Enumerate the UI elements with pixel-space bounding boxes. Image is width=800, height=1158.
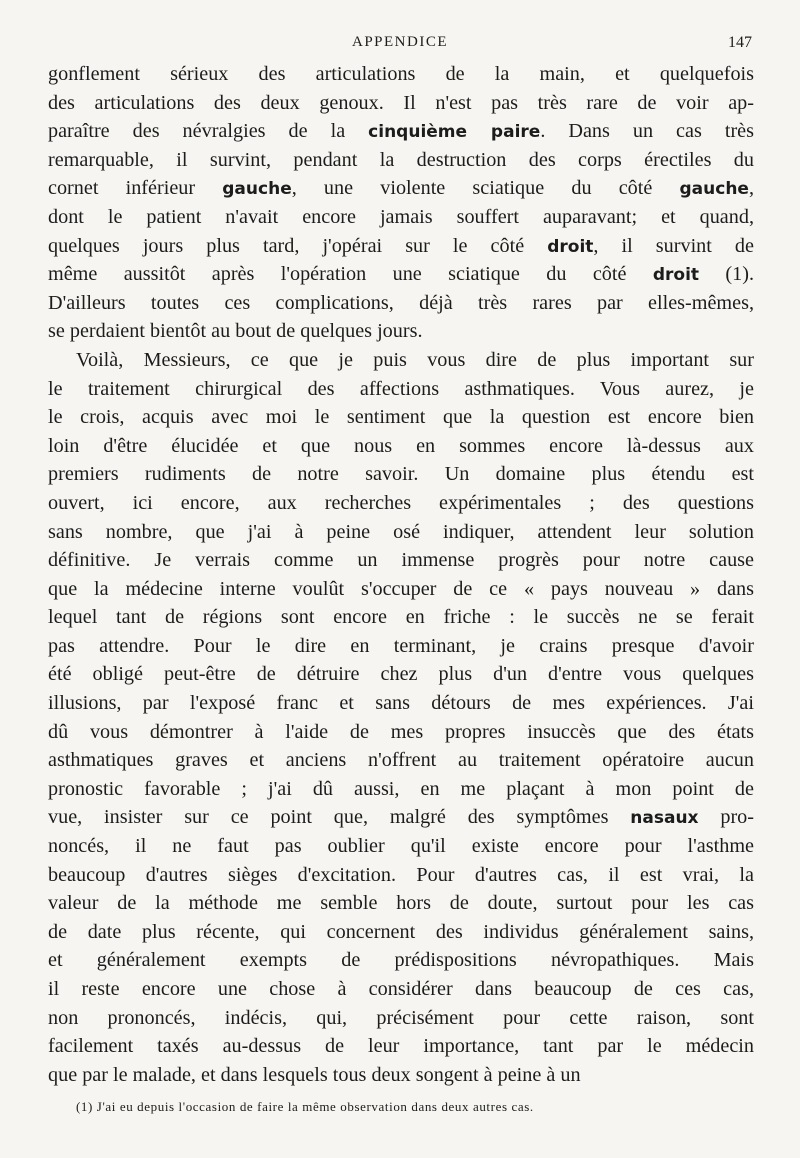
text-line — [48, 260, 754, 289]
text-line — [48, 832, 754, 861]
text-line — [48, 117, 754, 146]
line-text: de date plus récente, qui concernent des individus généralement sains, — [48, 920, 754, 943]
text-line — [48, 689, 754, 718]
line-text: pronostic favorable ; j'ai dû aussi, en me plaçant à mon point de — [48, 777, 754, 800]
text-line — [48, 803, 754, 832]
text-line — [48, 660, 754, 689]
line-text: le crois, acquis avec moi le sentiment que la question est encore bien — [48, 406, 754, 429]
line-text: il reste encore une chose à considérer dans beaucoup de ces cas, — [48, 978, 754, 1000]
line-text: vue, insister sur ce point que, malgré des symptômes — [48, 806, 631, 829]
text-line — [48, 289, 754, 318]
line-text: que par le malade, et dans lesquels tous deux songent à peine à un — [48, 1063, 581, 1086]
line-text: , il survint de — [593, 234, 754, 257]
text-line — [48, 946, 754, 975]
text-line — [48, 889, 754, 918]
text-line — [48, 632, 754, 661]
emphasized-word: nasaux — [630, 808, 699, 829]
line-text: lequel tant de régions sont encore en friche : le succès ne se ferait — [48, 606, 754, 629]
text-line — [48, 775, 754, 804]
emphasized-word: cinquième paire — [368, 122, 541, 143]
text-line — [48, 918, 754, 947]
text-line — [48, 346, 754, 375]
text-line — [48, 975, 754, 1004]
running-title: APPENDICE — [351, 34, 448, 50]
text-line — [48, 375, 754, 404]
text-line — [48, 746, 754, 775]
line-text: cornet inférieur — [48, 177, 223, 200]
line-text: loin d'être élucidée et que nous en sommes encore là-dessus aux — [48, 434, 754, 457]
text-line — [48, 718, 754, 747]
emphasized-word: droit — [547, 236, 594, 257]
text-line — [48, 575, 754, 604]
line-text: , — [748, 177, 754, 200]
line-text: et généralement exempts de prédispositions névropathiques. Mais — [48, 949, 754, 972]
line-text: quelques jours plus tard, j'opérai sur le côté — [48, 234, 548, 257]
line-text: asthmatiques graves et anciens n'offrent au traitement opératoire aucun — [48, 749, 754, 772]
emphasized-word: gauche — [222, 179, 292, 200]
emphasized-word: gauche — [679, 179, 749, 200]
text-line — [48, 1032, 754, 1061]
line-text: été obligé peut-être de détruire chez plus d'un d'entre vous quelques — [48, 663, 754, 686]
line-text: beaucoup d'autres sièges d'excitation. Pour d'autres cas, il est vrai, la — [48, 863, 754, 886]
text-line — [48, 203, 754, 232]
page-number: 147 — [728, 34, 752, 51]
line-text: . Dans un cas très — [540, 120, 754, 143]
line-text: premiers rudiments de notre savoir. Un domaine plus étendu est — [48, 463, 754, 486]
line-text: définitive. Je verrais comme un immense progrès pour notre cause — [48, 549, 754, 572]
line-text: remarquable, il survint, pendant la destruction des corps érectiles du — [48, 148, 754, 171]
line-text: pro- — [698, 806, 754, 829]
line-text: valeur de la méthode me semble hors de doute, surtout pour les cas — [48, 892, 754, 915]
text-line — [48, 60, 754, 89]
line-text: D'ailleurs toutes ces complications, déjà très rares par elles-mêmes, — [48, 291, 754, 314]
text-line — [48, 460, 754, 489]
line-text: Voilà, Messieurs, ce que je puis vous dire de plus important sur — [76, 348, 754, 371]
text-line — [48, 861, 754, 890]
line-text: noncés, il ne faut pas oublier qu'il existe encore pour l'asthme — [48, 835, 754, 858]
line-text: dont le patient n'avait encore jamais souffert auparavant; et quand, — [48, 205, 754, 228]
line-text: même aussitôt après l'opération une sciatique du côté — [48, 263, 653, 286]
line-text: gonflement sérieux des articulations de la main, et quelquefois — [48, 63, 754, 85]
line-text: paraître des névralgies de la — [48, 120, 369, 143]
line-text: que la médecine interne voulût s'occuper de ce « pays nouveau » dans — [48, 577, 754, 600]
line-text: , une violente sciatique du côté — [291, 177, 680, 200]
text-line — [48, 432, 754, 461]
text-line — [48, 489, 754, 518]
text-line — [48, 1061, 754, 1090]
line-text: (1). — [699, 263, 754, 286]
line-text: ouvert, ici encore, aux recherches expérimentales ; des questions — [48, 491, 754, 514]
line-text: sans nombre, que j'ai à peine osé indiquer, attendent leur solution — [48, 520, 754, 543]
text-line — [48, 403, 754, 432]
text-line — [48, 1004, 754, 1033]
text-line — [48, 89, 754, 118]
line-text: le traitement chirurgical des affections asthmatiques. Vous aurez, je — [48, 377, 754, 400]
text-line — [48, 546, 754, 575]
footnote: (1) J'ai eu depuis l'occasion de faire la même observation dans deux autres cas. — [76, 1099, 534, 1114]
emphasized-word: droit — [652, 265, 700, 286]
line-text: des articulations des deux genoux. Il n'est pas très rare de voir ap- — [48, 91, 754, 114]
body-text — [48, 60, 754, 1089]
text-line — [48, 146, 754, 175]
line-text: facilement taxés au-dessus de leur importance, tant par le médecin — [48, 1035, 754, 1058]
text-line — [48, 174, 754, 203]
text-line — [48, 603, 754, 632]
line-text: se perdaient bientôt au bout de quelques jours. — [48, 320, 423, 343]
line-text: non prononcés, indécis, qui, précisément pour cette raison, sont — [48, 1006, 754, 1029]
line-text: illusions, par l'exposé franc et sans détours de mes expériences. J'ai — [48, 692, 754, 715]
text-line — [48, 518, 754, 547]
line-text: pas attendre. Pour le dire en terminant, je crains presque d'avoir — [48, 634, 754, 657]
line-text: dû vous démontrer à l'aide de mes propres insuccès que des états — [48, 720, 754, 743]
text-line — [48, 232, 754, 261]
running-head — [48, 34, 752, 54]
text-line — [48, 317, 754, 346]
